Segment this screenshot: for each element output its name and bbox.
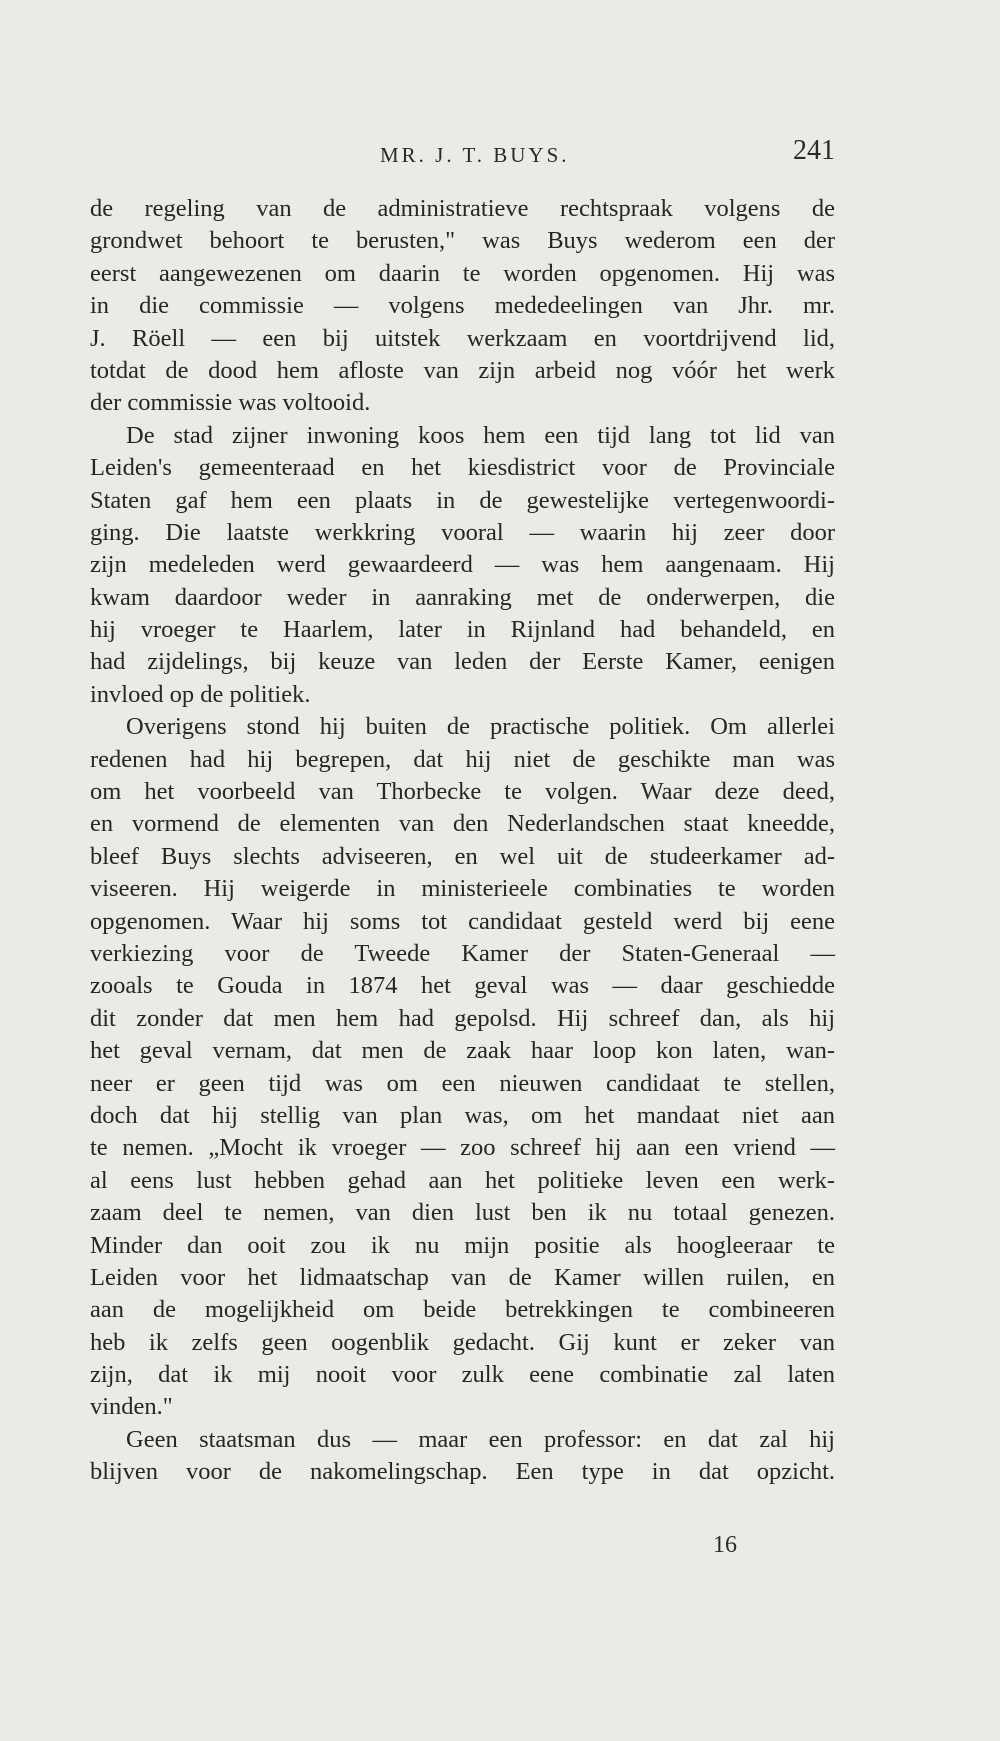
text-line: zijn medeleden werd gewaardeerd — was hem aangenaam. Hij [90,551,835,579]
text-line: J. Röell — een bij uitstek werkzaam en voortdrijvend lid, [90,324,835,352]
text-line: Leiden's gemeenteraad en het kiesdistrict voor de Provinciale [90,454,835,482]
text-line: zijn, dat ik mij nooit voor zulk eene combinatie zal laten [90,1361,835,1389]
text-line: verkiezing voor de Tweede Kamer der Staten-Generaal — [90,939,835,967]
text-line: neer er geen tijd was om een nieuwen candidaat te stellen, [90,1069,835,1097]
text-line: viseeren. Hij weigerde in ministerieele combinaties te worden [90,875,835,903]
body-text [90,193,835,1489]
text-line: bleef Buys slechts adviseeren, en wel uit de studeerkamer ad- [90,842,835,870]
text-line: eerst aangewezenen om daarin te worden opgenomen. Hij was [90,259,835,287]
text-line: Geen staatsman dus — maar een professor: en dat zal hij [126,1425,835,1453]
text-line: in die commissie — volgens mededeelingen van Jhr. mr. [90,292,835,320]
text-line: grondwet behoort te berusten," was Buys wederom een der [90,227,835,255]
text-line: redenen had hij begrepen, dat hij niet de geschikte man was [90,745,835,773]
text-line: De stad zijner inwoning koos hem een tijd lang tot lid van [126,421,835,449]
text-line: aan de mogelijkheid om beide betrekkingen te combineeren [90,1296,835,1324]
text-line: had zijdelings, bij keuze van leden der Eerste Kamer, eenigen [90,648,835,676]
text-line: der commissie was voltooid. [90,389,371,417]
text-line: Minder dan ooit zou ik nu mijn positie als hoogleeraar te [90,1231,835,1259]
text-line: zaam deel te nemen, van dien lust ben ik nu totaal genezen. [90,1199,835,1227]
text-line: doch dat hij stellig van plan was, om het mandaat niet aan [90,1101,835,1129]
text-line: het geval vernam, dat men de zaak haar loop kon laten, wan- [90,1037,835,1065]
text-line: dit zonder dat men hem had gepolsd. Hij schreef dan, als hij [90,1004,835,1032]
text-line: de regeling van de administratieve rechtspraak volgens de [90,195,835,222]
text-line: om het voorbeeld van Thorbecke te volgen. Waar deze deed, [90,778,835,806]
signature-mark: 16 [713,1532,737,1558]
running-head: MR. J. T. BUYS. [380,143,570,167]
text-line: Overigens stond hij buiten de practische politiek. Om allerlei [126,713,835,741]
text-line: zooals te Gouda in 1874 het geval was — daar geschiedde [90,972,835,1000]
text-line: invloed op de politiek. [90,680,311,708]
text-line: kwam daardoor weder in aanraking met de onderwerpen, die [90,583,835,611]
text-line: blijven voor de nakomelingschap. Een type in dat opzicht. [90,1458,835,1486]
text-line: heb ik zelfs geen oogenblik gedacht. Gij kunt er zeker van [90,1328,835,1356]
text-line: ging. Die laatste werkkring vooral — waarin hij zeer door [90,518,835,546]
text-line: Leiden voor het lidmaatschap van de Kamer willen ruilen, en [90,1263,835,1291]
text-line: totdat de dood hem afloste van zijn arbeid nog vóór het werk [90,356,835,384]
text-line: te nemen. „Mocht ik vroeger — zoo schreef hij aan een vriend — [90,1134,835,1162]
text-line: vinden." [90,1393,173,1421]
page-header [90,135,835,175]
text-line: opgenomen. Waar hij soms tot candidaat gesteld werd bij eene [90,907,835,935]
text-line: al eens lust hebben gehad aan het politieke leven een werk- [90,1166,835,1194]
text-line: Staten gaf hem een plaats in de gewestelijke vertegenwoordi- [90,486,835,514]
page-number: 241 [793,135,835,166]
text-line: hij vroeger te Haarlem, later in Rijnland had behandeld, en [90,616,835,644]
text-line: en vormend de elementen van den Nederlandschen staat kneedde, [90,810,835,838]
